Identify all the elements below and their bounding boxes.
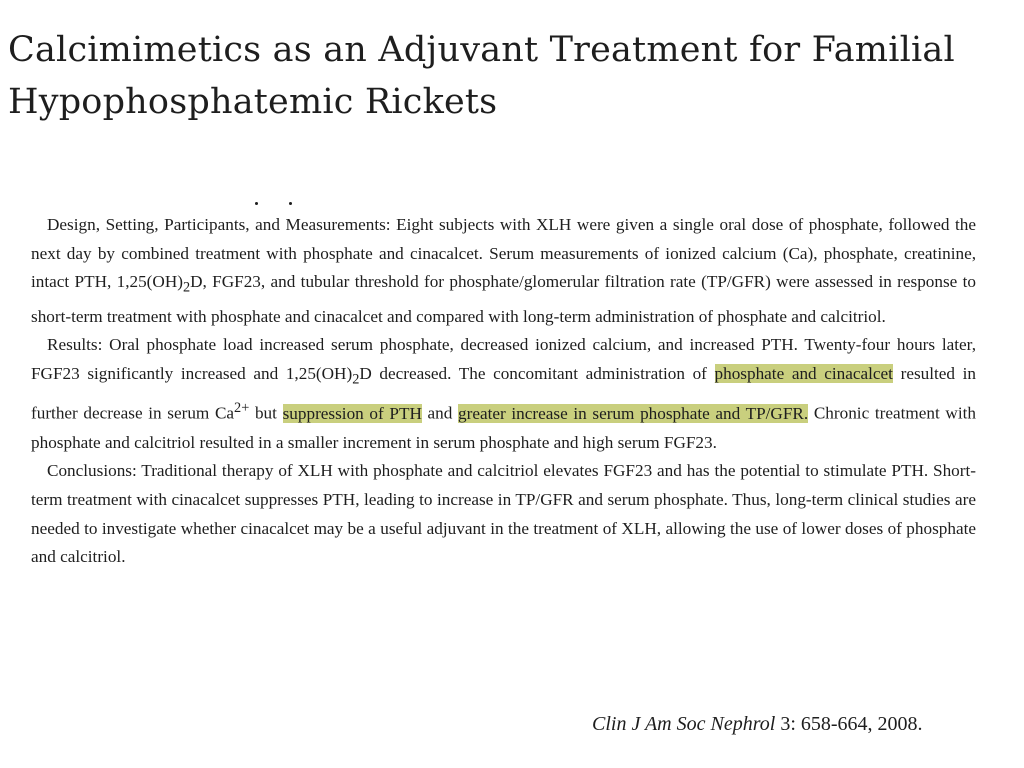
- subscript-2: 2: [182, 279, 191, 296]
- subscript-2: 2: [352, 371, 360, 388]
- results-text-4: but: [249, 403, 283, 423]
- highlight-suppression-pth: suppression of PTH: [282, 403, 422, 423]
- stray-dot: [289, 202, 292, 205]
- paper-title-line-2: Hypophosphatemic Rickets: [8, 82, 498, 122]
- abstract: [31, 211, 976, 572]
- results-text-2: D decreased. The concomitant administration of: [359, 363, 715, 383]
- results-text-6: Chronic treatment with phosphate and calcitriol resulted in a smaller increment in serum phosphate and high serum FGF23.: [31, 403, 976, 452]
- stray-dot: [255, 202, 258, 205]
- abstract-conclusions-paragraph: Conclusions: Traditional therapy of XLH with phosphate and calcitriol elevates FGF23 and has the potential to stimulate PTH. Short-term treatment with cinacalcet suppresses PTH, leading to increase in TP/GFR and serum phosphate. Thus, long-term clinical studies are needed to investigate whether cinacalcet may be a useful adjuvant in the treatment of XLH, allowing the use of lower doses of phosphate and calcitriol.: [31, 461, 976, 567]
- highlight-greater-increase: greater increase in serum phosphate and TP/GFR.: [458, 403, 809, 423]
- results-text-3: resulted in further decrease in serum Ca: [31, 363, 976, 423]
- design-text-2: D, FGF23, and tubular threshold for phosphate/glomerular filtration rate (TP/GFR) were assessed in response to short-term treatment with phosphate and cinacalcet and compared with long-term administration of phosphate and calcitriol.: [31, 272, 977, 326]
- paper-title: [8, 24, 1018, 128]
- journal-name: Clin J Am Soc Nephrol: [592, 713, 776, 735]
- paper-title-line-1: Calcimimetics as an Adjuvant Treatment for Familial: [8, 30, 955, 70]
- highlight-phosphate-cinacalcet: phosphate and cinacalcet: [714, 363, 893, 383]
- design-text-1: Design, Setting, Participants, and Measurements: Eight subjects with XLH were given a single oral dose of phosphate, followed the next day by combined treatment with phosphate and cinacalcet. Serum measurements of ionized calcium (Ca), phosphate, creatinine, intact PTH, 1,25(OH): [31, 215, 976, 292]
- superscript-charge: 2+: [234, 400, 250, 417]
- abstract-design-paragraph: [31, 211, 976, 331]
- abstract-results-paragraph: [31, 331, 976, 457]
- results-text-5: and: [421, 403, 459, 423]
- citation: [592, 710, 923, 738]
- results-text-1: Results: Oral phosphate load increased serum phosphate, decreased ionized calcium, and increased PTH. Twenty-four hours later, FGF23 significantly increased and 1,25(OH): [31, 335, 976, 383]
- citation-details: 3: 658-664, 2008.: [775, 713, 923, 735]
